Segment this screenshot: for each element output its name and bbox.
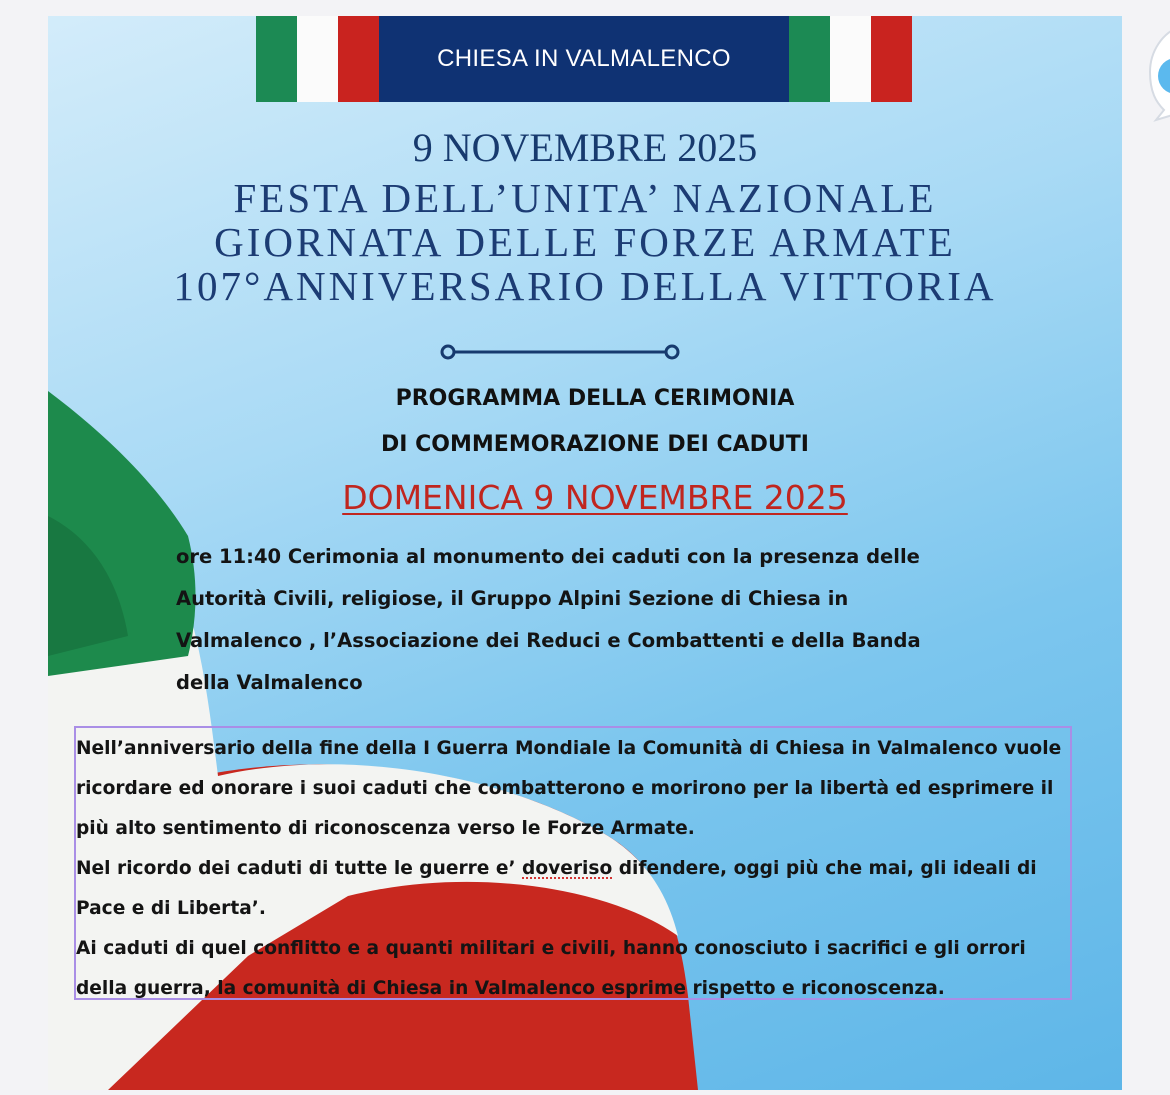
flag-stripe-red	[871, 16, 912, 102]
message-paragraph: Ai caduti di quel conflitto e a quanti militari e civili, hanno conosciuto i sacrifici e gli orrori della guerra, la comunità di Chiesa in Valmalenco esprime rispetto e riconoscenza.	[76, 938, 1026, 999]
ceremony-line: ore 11:40 Cerimonia al monumento dei caduti con la presenza delle	[176, 545, 920, 568]
message-paragraph	[76, 849, 1076, 929]
ceremony-line: della Valmalenco	[176, 671, 363, 694]
flag-stripe-green	[256, 16, 297, 102]
flag-stripe-white	[830, 16, 871, 102]
commemoration-message[interactable]	[76, 729, 1076, 1009]
message-text: Nel ricordo dei caduti di tutte le guerre e’	[76, 858, 523, 879]
flag-stripe-green	[789, 16, 830, 102]
header-title: CHIESA IN VALMALENCO	[379, 16, 789, 102]
flag-stripe-red	[338, 16, 379, 102]
spellcheck-word: doveriso	[522, 858, 613, 879]
program-title: PROGRAMMA DELLA CERIMONIA	[395, 386, 795, 411]
title-giornata: GIORNATA DELLE FORZE ARMATE	[214, 219, 956, 265]
event-date: 9 NOVEMBRE 2025	[412, 125, 758, 170]
ceremony-line: Autorità Civili, religiose, il Gruppo Alpini Sezione di Chiesa in	[176, 587, 849, 610]
chat-bubble-icon[interactable]	[1142, 22, 1170, 122]
message-paragraph: Nell’anniversario della fine della I Guerra Mondiale la Comunità di Chiesa in Valmalenco vuole ricordare ed onorare i suoi caduti che combatterono e morirono per la libertà ed esprimere il più alto sentimento di riconoscenza verso le Forze Armate.	[76, 738, 1062, 839]
ceremony-line: Valmalenco , l’Associazione dei Reduci e Combattenti e della Banda	[176, 629, 921, 652]
flag-stripe-white	[297, 16, 338, 102]
decorative-divider	[440, 342, 680, 362]
ceremony-description	[176, 536, 996, 704]
day-heading: DOMENICA 9 NOVEMBRE 2025	[342, 478, 848, 517]
message-text: difendere, oggi più che mai, gli ideali di Pace e di Liberta’.	[76, 858, 1037, 919]
commemoration-poster	[48, 16, 1122, 1090]
program-subtitle: DI COMMEMORAZIONE DEI CADUTI	[381, 432, 809, 457]
header-banner	[256, 16, 914, 102]
title-festa: FESTA DELL’UNITA’ NAZIONALE	[233, 175, 937, 221]
title-anniversario: 107°ANNIVERSARIO DELLA VITTORIA	[173, 263, 997, 309]
